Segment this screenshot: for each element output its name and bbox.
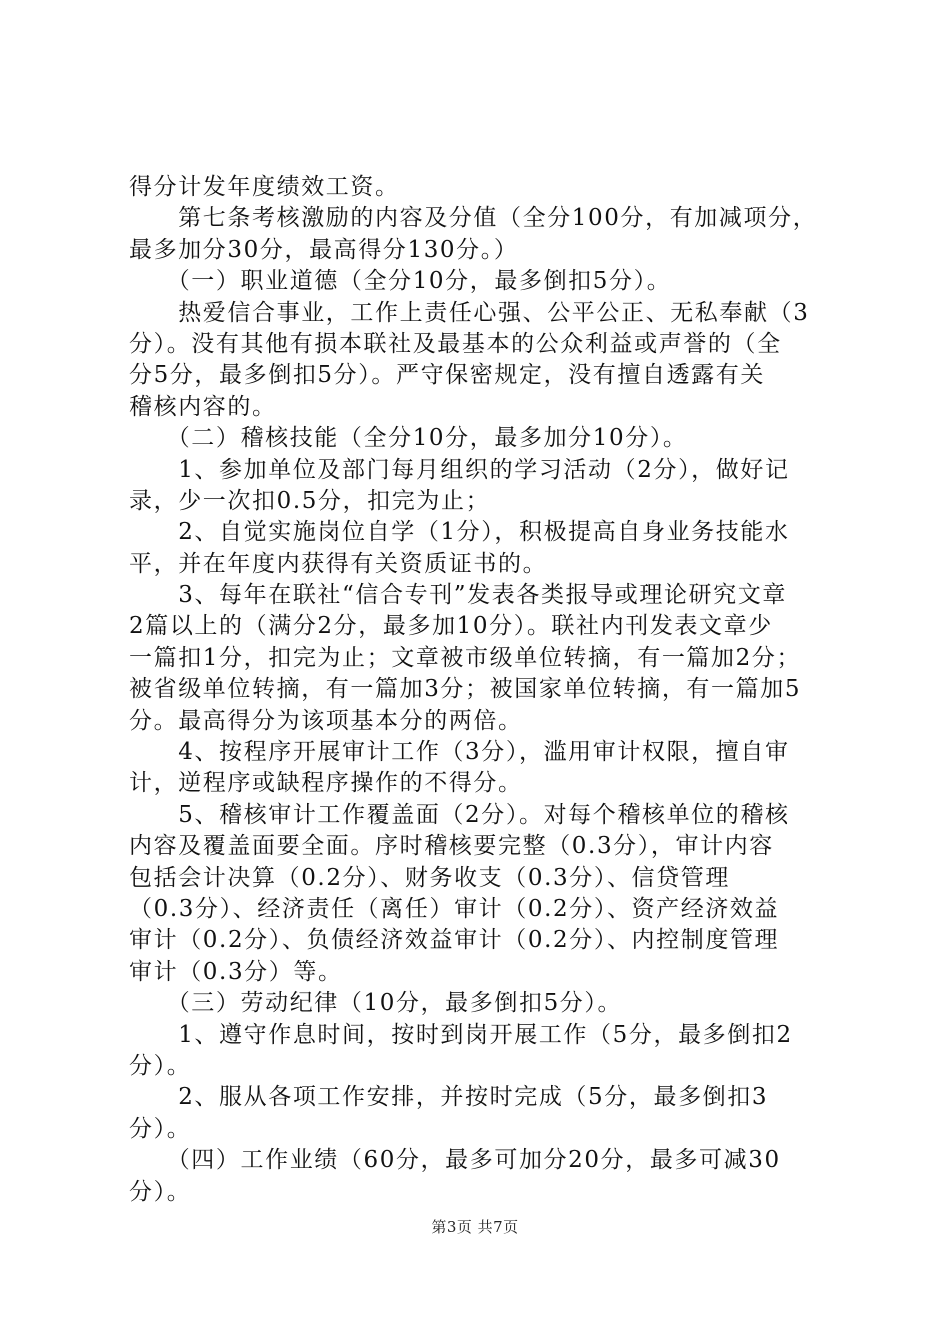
text-line-24: （0.3分）、经济责任（离任）审计（0.2分）、资产经济效益 bbox=[129, 895, 780, 922]
text-line-29: 分）。 bbox=[129, 1052, 192, 1079]
text-line-9: （二）稽核技能（全分10分，最多加分10分）。 bbox=[129, 425, 688, 452]
text-line-17: 被省级单位转摘，有一篇加3分；被国家单位转摘，有一篇加5 bbox=[129, 676, 802, 703]
text-line-28: 1、遵守作息时间，按时到岗开展工作（5分，最多倒扣2 bbox=[129, 1021, 793, 1048]
text-line-15: 2篇以上的（满分2分，最多加10分）。联社内刊发表文章少 bbox=[129, 613, 773, 640]
text-line-5: 热爱信合事业，工作上责任心强、公平公正、无私奉献（3 bbox=[129, 299, 810, 326]
text-line-18: 分。最高得分为该项基本分的两倍。 bbox=[129, 707, 523, 734]
text-line-12: 2、自觉实施岗位自学（1分），积极提高自身业务技能水 bbox=[129, 519, 790, 546]
text-line-19: 4、按程序开展审计工作（3分），滥用审计权限，擅自审 bbox=[129, 739, 790, 766]
document-body bbox=[129, 172, 841, 1208]
text-line-26: 审计（0.3分）等。 bbox=[129, 958, 343, 985]
text-line-22: 内容及覆盖面要全面。序时稽核要完整（0.3分），审计内容 bbox=[129, 833, 774, 860]
text-line-1: 得分计发年度绩效工资。 bbox=[129, 174, 400, 200]
text-line-14: 3、每年在联社“信合专刊”发表各类报导或理论研究文章 bbox=[129, 582, 787, 609]
text-line-31: 分）。 bbox=[129, 1115, 192, 1142]
text-line-16: 一篇扣1分，扣完为止；文章被市级单位转摘，有一篇加2分； bbox=[129, 644, 802, 671]
text-line-6: 分）。没有其他有损本联社及最基本的公众利益或声誉的（全 bbox=[129, 330, 782, 357]
text-line-30: 2、服从各项工作安排，并按时完成（5分，最多倒扣3 bbox=[129, 1084, 769, 1111]
text-line-11: 录，少一次扣0.5分，扣完为止； bbox=[129, 487, 491, 514]
text-line-10: 1、参加单位及部门每月组织的学习活动（2分），做好记 bbox=[129, 456, 790, 483]
text-line-33: 分）。 bbox=[129, 1178, 192, 1205]
text-line-2: 第七条考核激励的内容及分值（全分100分，有加减项分， bbox=[129, 205, 818, 232]
page-number-footer: 第3页 共7页 bbox=[431, 1218, 519, 1236]
text-line-13: 平，并在年度内获得有关资质证书的。 bbox=[129, 550, 548, 577]
text-line-4: （一）职业道德（全分10分，最多倒扣5分）。 bbox=[129, 268, 672, 295]
text-line-20: 计，逆程序或缺程序操作的不得分。 bbox=[129, 770, 523, 797]
text-line-27: （三）劳动纪律（10分，最多倒扣5分）。 bbox=[129, 990, 623, 1017]
text-line-7: 分5分，最多倒扣5分）。严守保密规定，没有擅自透露有关 bbox=[129, 362, 765, 389]
text-line-8: 稽核内容的。 bbox=[129, 393, 277, 420]
text-line-23: 包括会计决算（0.2分）、财务收支（0.3分）、信贷管理 bbox=[129, 864, 730, 891]
text-line-25: 审计（0.2分）、负债经济效益审计（0.2分）、内控制度管理 bbox=[129, 927, 780, 954]
text-line-21: 5、稽核审计工作覆盖面（2分）。对每个稽核单位的稽核 bbox=[129, 801, 790, 828]
text-line-3: 最多加分30分，最高得分130分。） bbox=[129, 236, 519, 263]
text-line-32: （四）工作业绩（60分，最多可加分20分，最多可减30 bbox=[129, 1147, 781, 1174]
